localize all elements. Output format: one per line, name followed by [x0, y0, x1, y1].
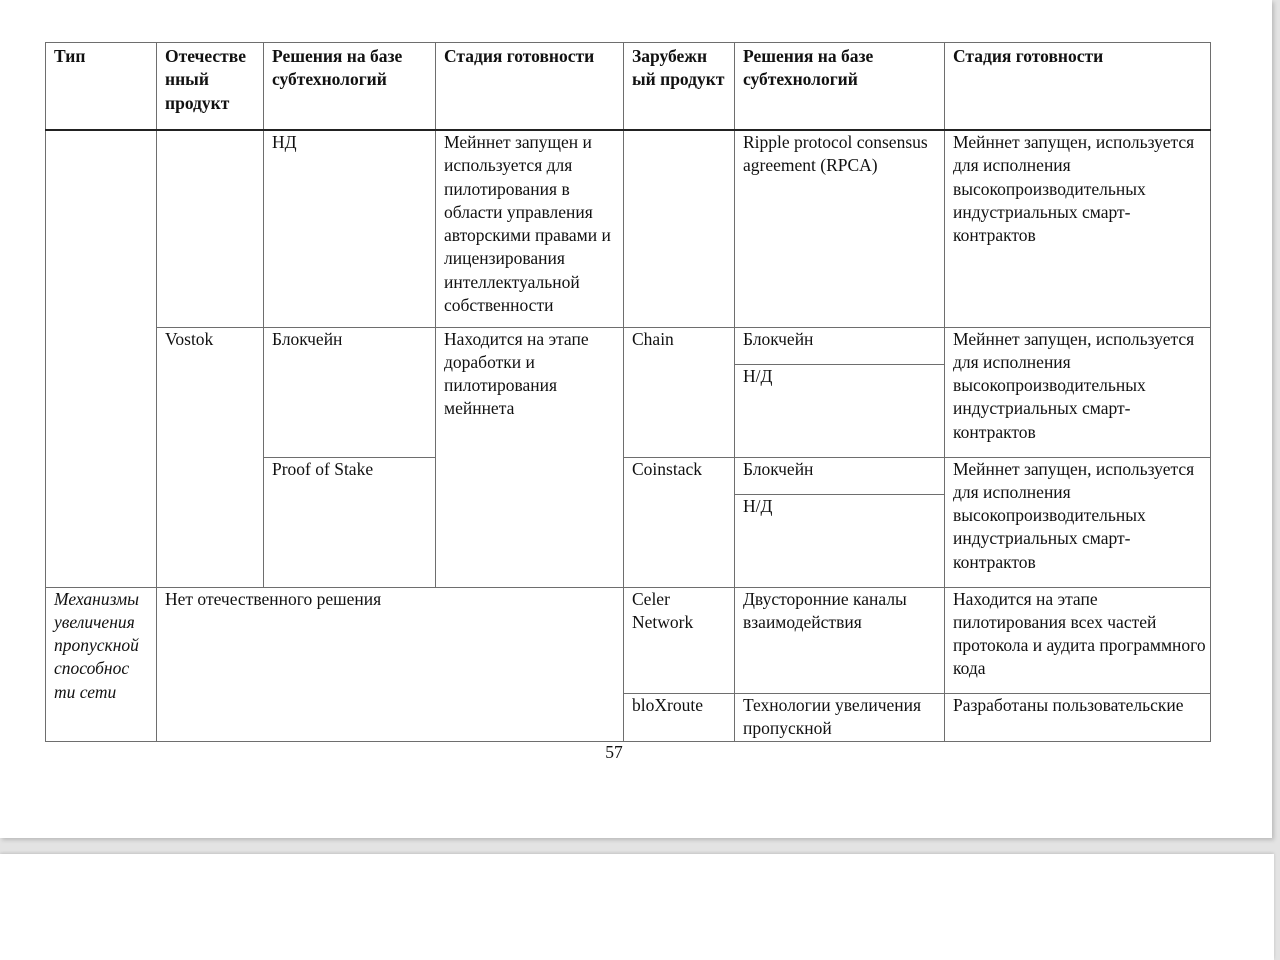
foreign-product-cell-empty — [624, 130, 735, 327]
subtech-blockchain: Блокчейн — [264, 327, 436, 457]
header-subtech-foreign: Решения на базе субтехнологий — [735, 43, 945, 131]
header-subtech-domestic: Решения на базе субтехнологий — [264, 43, 436, 131]
subtech-cell: НД — [264, 130, 436, 327]
next-page — [0, 854, 1274, 960]
chain-readiness: Мейннет запущен, используется для исполнения высокопроизводительных индустриальных смарт-контрактов — [945, 327, 1211, 457]
chain-subtech-nd: Н/Д — [735, 364, 945, 457]
table-row — [46, 130, 1211, 327]
page-number: 57 — [605, 742, 623, 762]
type-throughput-mechanisms: Механизмы увеличения пропускной способнос ти сети — [46, 587, 157, 741]
header-domestic-product: Отечестве нный продукт — [157, 43, 264, 131]
header-foreign-product: Зарубежн ый продукт — [624, 43, 735, 131]
readiness-vostok: Находится на этапе доработки и пилотирования мейннета — [436, 327, 624, 587]
comparison-table — [45, 42, 1211, 742]
foreign-product-bloxroute: bloXroute — [624, 693, 735, 741]
foreign-readiness-cell: Мейннет запущен, используется для исполнения высокопроизводительных индустриальных смарт-контрактов — [945, 130, 1211, 327]
celer-readiness: Находится на этапе пилотирования всех частей протокола и аудита программного кода — [945, 587, 1211, 693]
bloxroute-subtech: Технологии увеличения пропускной — [735, 693, 945, 741]
domestic-no-solution: Нет отечественного решения — [157, 587, 624, 741]
type-cell-empty — [46, 130, 157, 587]
header-readiness-foreign: Стадия готовности — [945, 43, 1211, 131]
celer-subtech: Двусторонние каналы взаимодействия — [735, 587, 945, 693]
table-row — [46, 587, 1211, 693]
domestic-product-vostok: Vostok — [157, 327, 264, 587]
foreign-subtech-cell: Ripple protocol consensus agreement (RPCA) — [735, 130, 945, 327]
header-readiness-domestic: Стадия готовности — [436, 43, 624, 131]
coinstack-subtech-blockchain: Блокчейн — [735, 457, 945, 494]
table-row — [46, 327, 1211, 364]
foreign-product-chain: Chain — [624, 327, 735, 457]
coinstack-subtech-nd: Н/Д — [735, 494, 945, 587]
foreign-product-celer: Celer Network — [624, 587, 735, 693]
subtech-proof-of-stake: Proof of Stake — [264, 457, 436, 587]
domestic-product-cell-empty — [157, 130, 264, 327]
coinstack-readiness: Мейннет запущен, используется для исполнения высокопроизводительных индустриальных смарт-контрактов — [945, 457, 1211, 587]
header-row — [46, 43, 1211, 131]
foreign-product-coinstack: Coinstack — [624, 457, 735, 587]
header-type: Тип — [46, 43, 157, 131]
readiness-cell: Мейннет запущен и используется для пилотирования в области управления авторскими правами и лицензирования интеллектуальной собственности — [436, 130, 624, 327]
chain-subtech-blockchain: Блокчейн — [735, 327, 945, 364]
bloxroute-readiness: Разработаны пользовательские — [945, 693, 1211, 741]
